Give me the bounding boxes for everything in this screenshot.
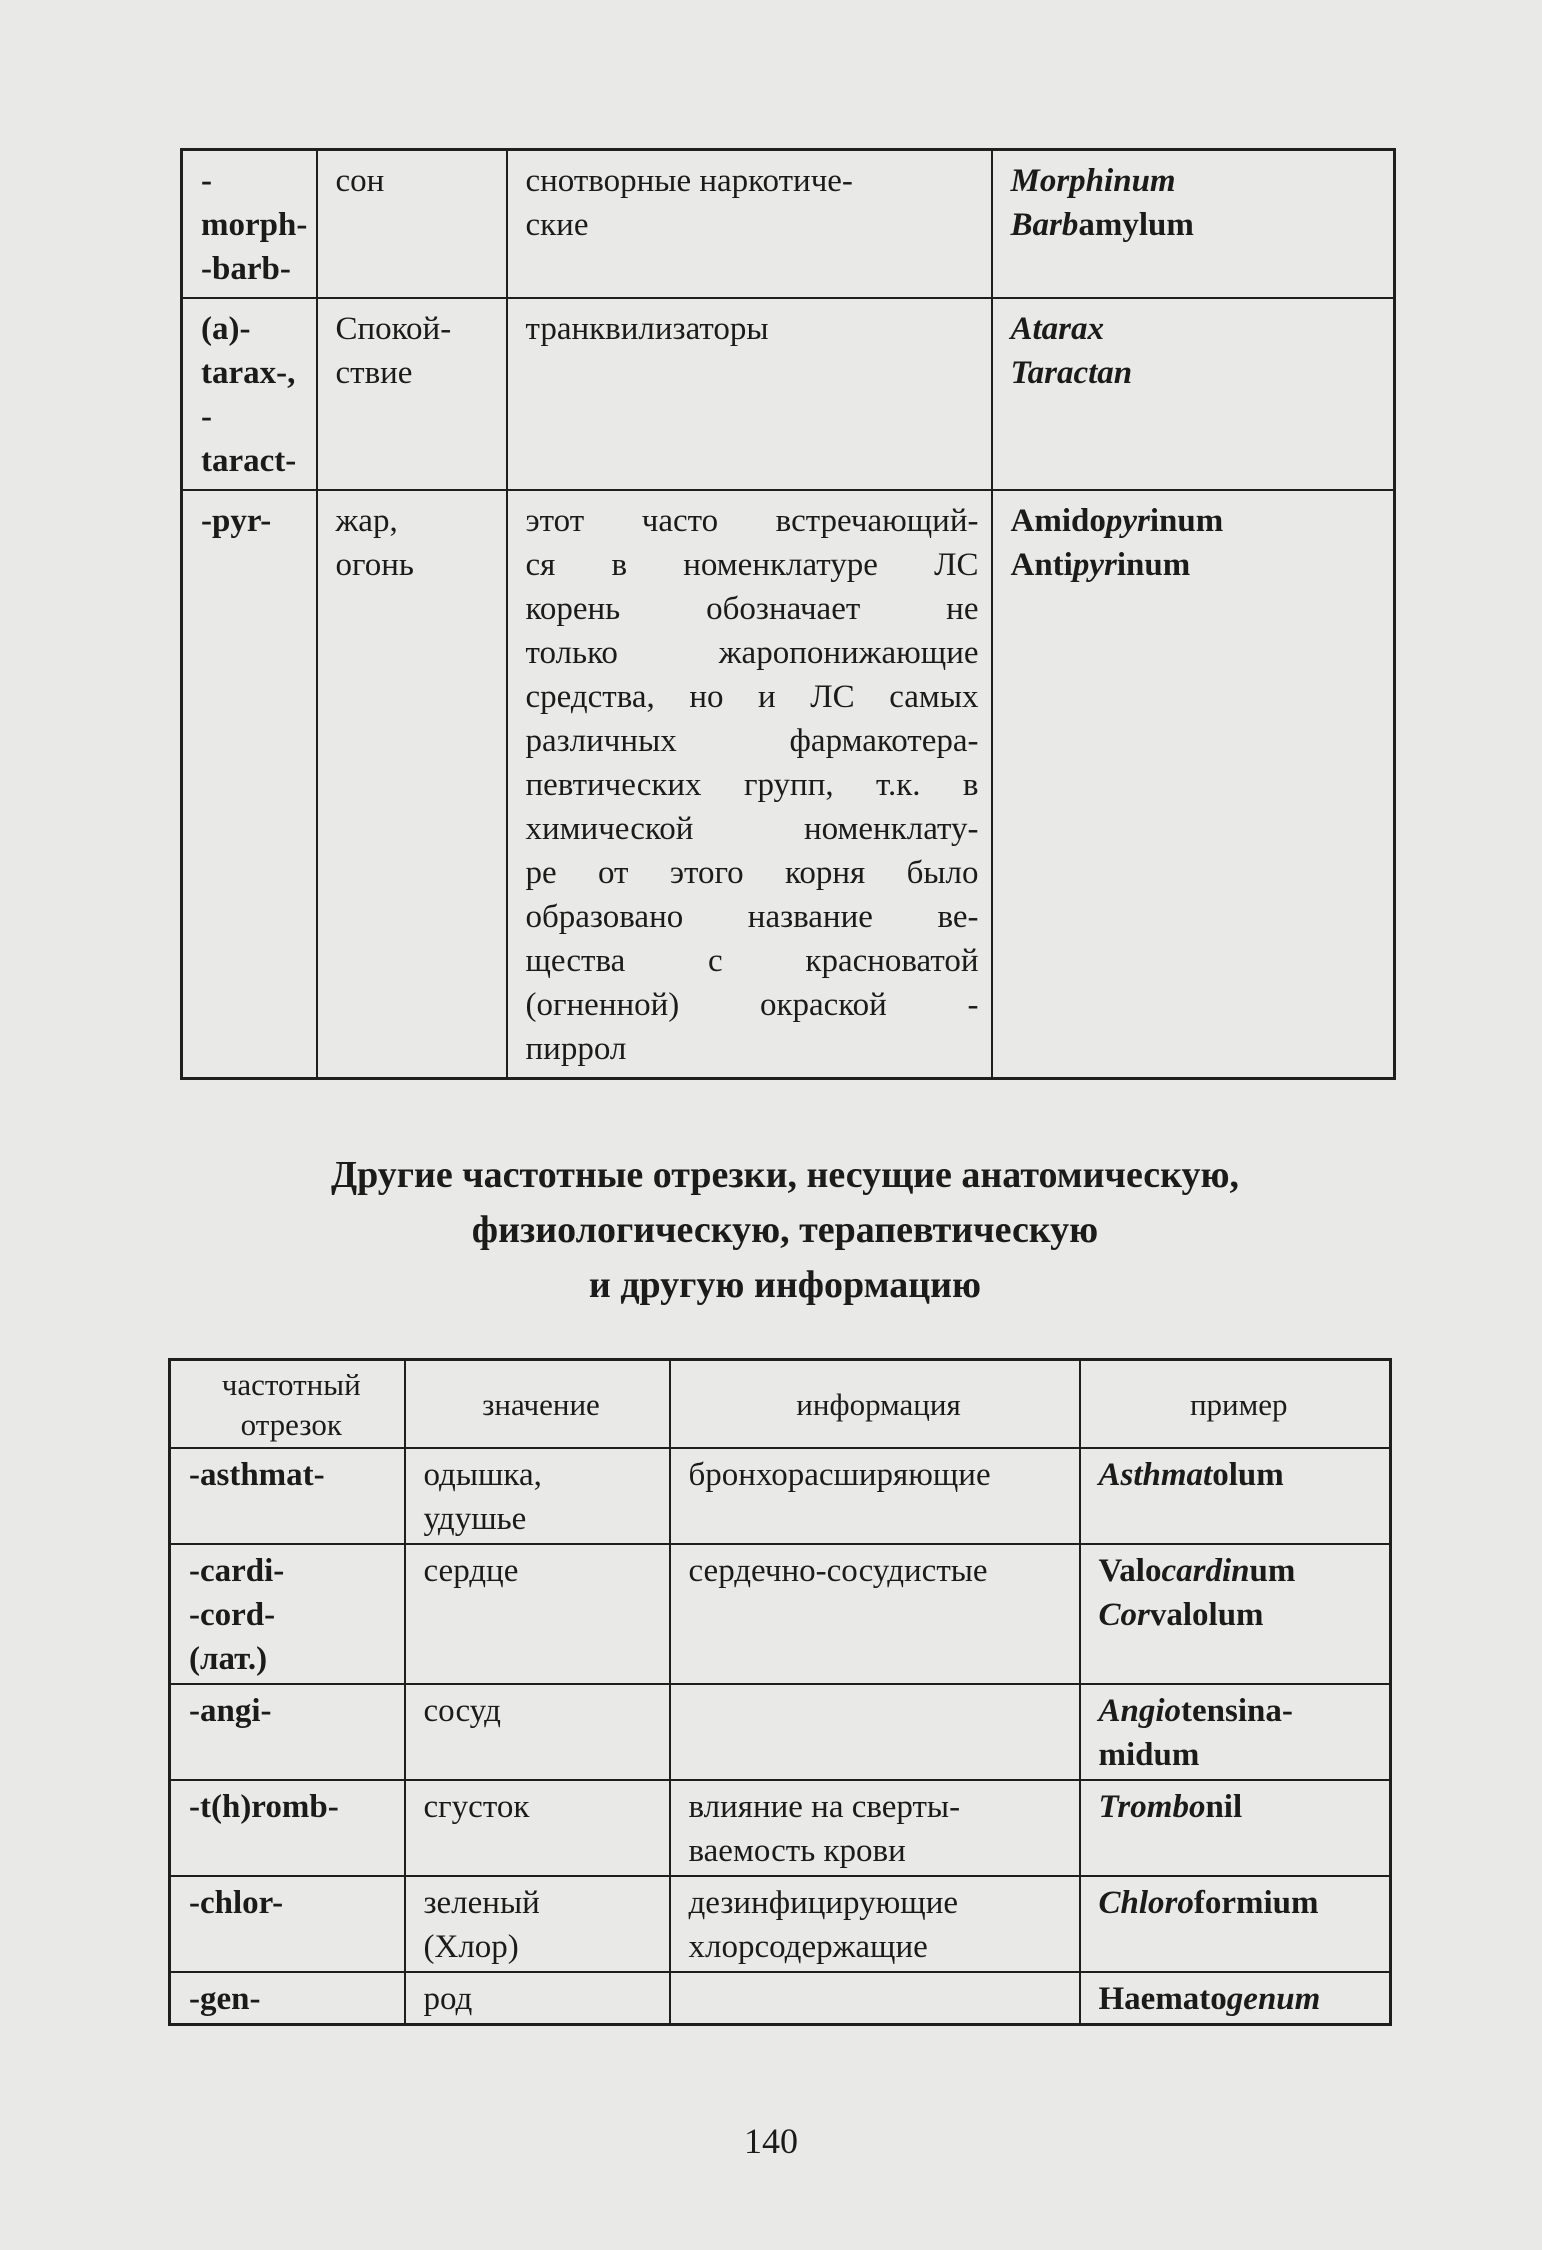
info-line: средства, но и ЛС самых bbox=[525, 679, 979, 715]
header-line: отрезок bbox=[240, 1407, 342, 1442]
segment-line: -cord- bbox=[189, 1597, 276, 1633]
segment-cell bbox=[170, 1448, 405, 1544]
info-line: снотворные наркотиче- bbox=[525, 163, 853, 199]
info-line: (огненной) окраской - bbox=[525, 987, 979, 1023]
info-line: транквилизаторы bbox=[525, 311, 769, 347]
frequent-segments-table bbox=[168, 1358, 1392, 2026]
table-row bbox=[182, 298, 1395, 490]
table-row bbox=[170, 1684, 1391, 1780]
segment-cell bbox=[170, 1544, 405, 1684]
info-line: химической номенклату- bbox=[525, 811, 979, 847]
example-part: valolum bbox=[1149, 1597, 1264, 1633]
meaning-cell bbox=[405, 1448, 670, 1544]
heading-line: и другую информацию bbox=[588, 1264, 982, 1306]
example-part: amylum bbox=[1078, 207, 1194, 243]
example-drug-name bbox=[1099, 1977, 1380, 2021]
info-line: образовано название ве- bbox=[525, 899, 979, 935]
meaning-line: ствие bbox=[335, 355, 413, 391]
meaning-cell bbox=[405, 1876, 670, 1972]
info-line: щества с красноватой bbox=[525, 943, 979, 979]
info-cell bbox=[507, 150, 992, 299]
example-drug-name bbox=[1011, 543, 1382, 587]
table-row bbox=[170, 1972, 1391, 2025]
table-row bbox=[170, 1780, 1391, 1876]
heading-line: физиологическую, терапевтическую bbox=[471, 1209, 1099, 1251]
info-line: этот часто встречающий- bbox=[525, 503, 979, 539]
example-drug-name bbox=[1099, 1549, 1380, 1593]
example-part: Barb bbox=[1010, 207, 1079, 243]
example-cell bbox=[992, 298, 1395, 490]
meaning-cell bbox=[405, 1684, 670, 1780]
segment-line: -gen- bbox=[189, 1981, 261, 2017]
info-line: корень обозначает не bbox=[525, 591, 979, 627]
example-part: inum bbox=[1104, 163, 1176, 199]
info-line: ваемость крови bbox=[688, 1833, 906, 1869]
segment-cell bbox=[170, 1684, 405, 1780]
table-row bbox=[182, 150, 1395, 299]
table-row bbox=[170, 1876, 1391, 1972]
example-cell bbox=[1080, 1972, 1391, 2025]
example-cell bbox=[992, 150, 1395, 299]
segment-line: -taract- bbox=[201, 399, 297, 479]
segment-line: -chlor- bbox=[189, 1885, 284, 1921]
info-cell bbox=[507, 490, 992, 1079]
meaning-line: род bbox=[423, 1981, 473, 2017]
example-part: Amido bbox=[1010, 503, 1106, 539]
header-segment bbox=[170, 1360, 405, 1449]
info-cell bbox=[670, 1684, 1080, 1780]
example-part: Anti bbox=[1010, 547, 1073, 583]
example-cell bbox=[1080, 1448, 1391, 1544]
example-drug-name bbox=[1099, 1881, 1380, 1925]
meaning-cell bbox=[405, 1972, 670, 2025]
example-part: pyr bbox=[1105, 503, 1150, 539]
meaning-cell bbox=[317, 298, 507, 490]
example-cell bbox=[1080, 1544, 1391, 1684]
meaning-line: (Хлор) bbox=[423, 1929, 519, 1965]
example-part: nil bbox=[1205, 1789, 1243, 1825]
meaning-line: огонь bbox=[335, 547, 414, 583]
example-part: Asthmat bbox=[1098, 1457, 1213, 1493]
example-drug-name bbox=[1099, 1733, 1380, 1777]
info-line: пиррол bbox=[525, 1031, 627, 1067]
info-line: ре от этого корня было bbox=[525, 855, 979, 891]
meaning-line: Спокой- bbox=[335, 311, 452, 347]
info-cell bbox=[507, 298, 992, 490]
example-part: genum bbox=[1226, 1981, 1321, 2017]
example-part: Taractan bbox=[1010, 355, 1133, 391]
example-part: Valo bbox=[1098, 1553, 1162, 1589]
meaning-cell bbox=[405, 1544, 670, 1684]
table-row bbox=[182, 490, 1395, 1079]
meaning-line: сосуд bbox=[423, 1693, 501, 1729]
info-cell bbox=[670, 1544, 1080, 1684]
example-cell bbox=[1080, 1780, 1391, 1876]
example-drug-name bbox=[1011, 307, 1382, 351]
example-part: inum bbox=[1149, 503, 1224, 539]
info-line: сердечно-сосудистые bbox=[688, 1553, 988, 1589]
info-line: хлорсодержащие bbox=[688, 1929, 928, 1965]
example-part: Angio bbox=[1098, 1693, 1182, 1729]
page-number: 140 bbox=[744, 2121, 798, 2161]
segment-line: tarax-, bbox=[201, 355, 296, 391]
example-part: cardin bbox=[1161, 1553, 1250, 1589]
example-part: midum bbox=[1098, 1737, 1200, 1773]
info-cell bbox=[670, 1876, 1080, 1972]
table-header-row bbox=[170, 1360, 1391, 1449]
segment-cell bbox=[182, 490, 317, 1079]
example-drug-name bbox=[1011, 159, 1382, 203]
example-part: um bbox=[1249, 1553, 1296, 1589]
meaning-line: сгусток bbox=[423, 1789, 530, 1825]
example-drug-name bbox=[1011, 499, 1382, 543]
table-row bbox=[170, 1544, 1391, 1684]
example-drug-name bbox=[1099, 1689, 1380, 1733]
segment-line: -t(h)romb- bbox=[189, 1789, 339, 1825]
example-drug-name bbox=[1099, 1785, 1380, 1829]
word-roots-table-continued bbox=[180, 148, 1396, 1080]
example-cell bbox=[1080, 1876, 1391, 1972]
example-part: Atarax bbox=[1010, 311, 1105, 347]
header-info: информация bbox=[670, 1360, 1080, 1449]
header-example: пример bbox=[1080, 1360, 1391, 1449]
info-line: влияние на сверты- bbox=[688, 1789, 961, 1825]
example-part: Cor bbox=[1098, 1597, 1150, 1633]
segment-line: -angi- bbox=[189, 1693, 272, 1729]
segment-cell bbox=[182, 298, 317, 490]
meaning-line: одышка, bbox=[423, 1457, 542, 1493]
info-line: дезинфицирующие bbox=[688, 1885, 958, 1921]
example-drug-name bbox=[1011, 351, 1382, 395]
segment-cell bbox=[170, 1780, 405, 1876]
info-line: различных фармакотера- bbox=[525, 723, 979, 759]
example-part: olum bbox=[1212, 1457, 1284, 1493]
info-line: певтических групп, т.к. в bbox=[525, 767, 979, 803]
meaning-line: сон bbox=[335, 163, 385, 199]
info-line: ские bbox=[525, 207, 589, 243]
segment-line: -morph- bbox=[201, 163, 308, 243]
info-line: бронхорасширяющие bbox=[688, 1457, 991, 1493]
table-row bbox=[170, 1448, 1391, 1544]
example-part: tensina- bbox=[1181, 1693, 1293, 1729]
example-part: Morph bbox=[1010, 163, 1105, 199]
meaning-cell bbox=[317, 150, 507, 299]
segment-line: -cardi- bbox=[189, 1553, 285, 1589]
example-part: formium bbox=[1193, 1885, 1319, 1921]
meaning-line: жар, bbox=[335, 503, 398, 539]
segment-line: -barb- bbox=[201, 251, 291, 287]
example-part: Haemato bbox=[1098, 1981, 1227, 2017]
example-drug-name bbox=[1011, 203, 1382, 247]
segment-cell bbox=[170, 1972, 405, 2025]
segment-line: (a)- bbox=[201, 311, 251, 347]
section-heading bbox=[170, 1148, 1400, 1313]
example-cell bbox=[1080, 1684, 1391, 1780]
example-part: Chloro bbox=[1098, 1885, 1194, 1921]
header-line: частотный bbox=[221, 1367, 361, 1402]
heading-line: Другие частотные отрезки, несущие анатомическую, bbox=[330, 1154, 1240, 1196]
meaning-line: удушье bbox=[423, 1501, 527, 1537]
meaning-cell bbox=[317, 490, 507, 1079]
info-cell bbox=[670, 1448, 1080, 1544]
meaning-line: сердце bbox=[423, 1553, 519, 1589]
segment-line: -pyr- bbox=[201, 503, 272, 539]
meaning-line: зеленый bbox=[423, 1885, 540, 1921]
meaning-cell bbox=[405, 1780, 670, 1876]
info-line: ся в номенклатуре ЛС bbox=[525, 547, 979, 583]
example-drug-name bbox=[1099, 1593, 1380, 1637]
example-part: Trombo bbox=[1098, 1789, 1206, 1825]
example-cell bbox=[992, 490, 1395, 1079]
segment-cell bbox=[170, 1876, 405, 1972]
example-part: pyr bbox=[1072, 547, 1117, 583]
segment-line: -asthmat- bbox=[189, 1457, 325, 1493]
info-line: только жаропонижающие bbox=[525, 635, 979, 671]
segment-line: (лат.) bbox=[189, 1641, 268, 1677]
header-meaning: значение bbox=[405, 1360, 670, 1449]
example-part: inum bbox=[1116, 547, 1191, 583]
info-cell bbox=[670, 1972, 1080, 2025]
example-drug-name bbox=[1099, 1453, 1380, 1497]
info-cell bbox=[670, 1780, 1080, 1876]
segment-cell bbox=[182, 150, 317, 299]
